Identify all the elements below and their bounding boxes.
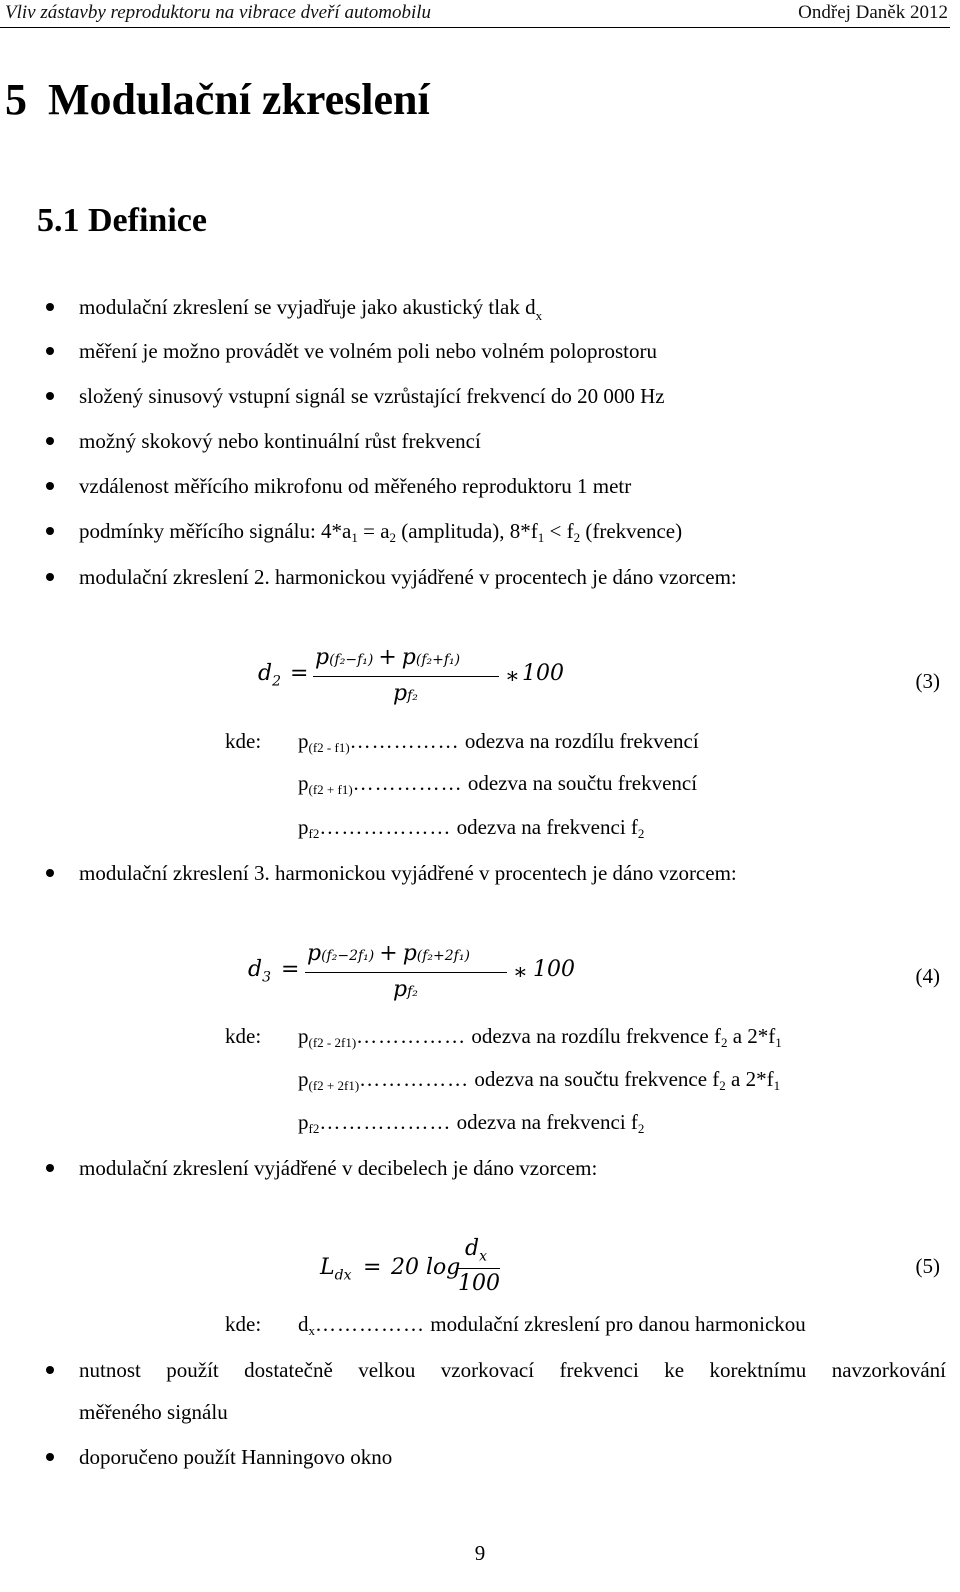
list-item: modulační zkreslení 2. harmonickou vyjádřené v procentech je dáno vzorcem: (79, 565, 737, 589)
header-rule (0, 27, 950, 28)
term-definition: $p_{f2}\dots\dots\dots\dots\dots\dots$ odezva na frekvenci $f_2$ (298, 1110, 645, 1136)
bullet-marker (46, 1453, 54, 1461)
running-header-title: Vliv zástavby reproduktoru na vibrace dveří automobilu (5, 2, 432, 23)
bullet-marker (46, 527, 54, 535)
bullet-marker (46, 303, 54, 311)
eq5-denominator: 100 (458, 1271, 500, 1296)
eq3-denominator: pf₂ (393, 681, 418, 706)
running-header-author: Ondřej Daněk 2012 (798, 2, 948, 23)
list-item: modulační zkreslení vyjádřené v decibelech je dáno vzorcem: (79, 1156, 598, 1180)
list-item: možný skokový nebo kontinuální růst frekvencí (79, 429, 481, 453)
bullet-marker (46, 1164, 54, 1172)
term-definition: $d_x\dots\dots\dots\dots\dots$ modulační zkreslení pro danou harmonickou (298, 1312, 806, 1338)
term-definition: $p_{(f2 + 2f1)}\dots\dots\dots\dots\dots$ odezva na součtu frekvence $f_2$ a $2*f_1$ (298, 1067, 781, 1093)
equation-number: (5) (915, 1254, 940, 1278)
chapter-number: 5 (5, 75, 27, 124)
equation-number: (4) (915, 964, 940, 988)
where-label: kde: (225, 1024, 262, 1048)
bullet-marker (46, 1366, 54, 1374)
equation-number: (3) (915, 669, 940, 693)
fraction-bar (456, 1268, 500, 1269)
list-item: doporučeno použít Hanningovo okno (79, 1445, 393, 1469)
where-label: kde: (225, 729, 262, 753)
chapter-heading (5, 70, 430, 130)
list-item-continuation: měřeného signálu (79, 1400, 228, 1424)
list-item: podmínky měřícího signálu: $4*a_1 = a_2$ (amplituda), $8*f_1 < f_2$ (frekvence) (79, 519, 683, 545)
section-title: Definice (88, 202, 207, 239)
section-heading (37, 196, 207, 246)
list-item: modulační zkreslení se vyjadřuje jako akustický tlak $d_x$ (79, 295, 543, 323)
eq4-numerator: p(f₂−2f₁) + p(f₂+2f₁) (307, 941, 470, 966)
eq3-numerator: p(f₂−f₁) + p(f₂+f₁) (315, 645, 461, 670)
list-item: nutnost použít dostatečně velkou vzorkovací frekvenci ke korektnímu navzorkování (79, 1358, 946, 1382)
where-label: kde: (225, 1312, 262, 1336)
bullet-marker (46, 347, 54, 355)
eq5-numerator: $d_x$ (465, 1236, 487, 1265)
list-item: modulační zkreslení 3. harmonickou vyjádřené v procentech je dáno vzorcem: (79, 861, 737, 885)
section-number: 5.1 (37, 202, 80, 239)
bullet-marker (46, 437, 54, 445)
fraction-bar (313, 676, 499, 677)
eq4-denominator: pf₂ (393, 977, 418, 1002)
list-item: měření je možno provádět ve volném poli nebo volném poloprostoru (79, 339, 657, 363)
bullet-marker (46, 869, 54, 877)
fraction-bar (305, 972, 507, 973)
term-definition: $p_{(f2 - f1)}\dots\dots\dots\dots\dots$ odezva na rozdílu frekvencí (298, 729, 699, 755)
term-definition: $p_{(f2 - 2f1)}\dots\dots\dots\dots\dots$ odezva na rozdílu frekvence $f_2$ a $2*f_1$ (298, 1024, 782, 1050)
page-number: 9 (474, 1541, 486, 1565)
bullet-marker (46, 573, 54, 581)
term-definition: $p_{f2}\dots\dots\dots\dots\dots\dots$ odezva na frekvenci $f_2$ (298, 815, 645, 841)
list-item: vzdálenost měřícího mikrofonu od měřeného reproduktoru 1 metr (79, 474, 632, 498)
list-item: složený sinusový vstupní signál se vzrůstající frekvencí do 20 000 Hz (79, 384, 665, 408)
term-definition: $p_{(f2 + f1)}\dots\dots\dots\dots\dots$ odezva na součtu frekvencí (298, 771, 698, 797)
chapter-title: Modulační zkreslení (48, 75, 430, 124)
bullet-marker (46, 482, 54, 490)
bullet-marker (46, 392, 54, 400)
